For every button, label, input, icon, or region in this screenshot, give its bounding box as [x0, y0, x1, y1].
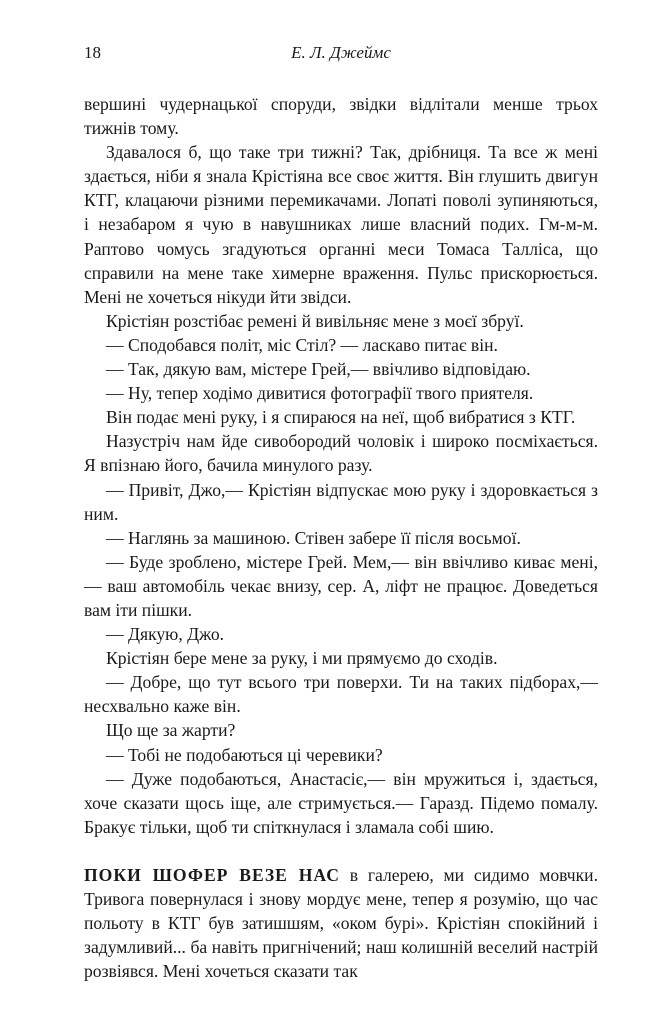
section-opening-paragraph: [84, 863, 598, 983]
paragraph: вершині чудернацької споруди, звідки відлітали менше трьох тижнів тому.: [84, 94, 598, 139]
paragraph: — Добре, що тут всього три поверхи. Ти на таких підборах,— несхвально каже він.: [84, 672, 598, 717]
section-text: в галерею, ми сидимо мовчки. Тривога повернулася і знову мордує мене, тепер я розумію, що час польоту в КТГ був затишшям, «оком бурі». Крістіян спокійний і задумливий... ба навіть пригнічений; наш колишній веселий настрій розвіявся. Мені хочеться сказати так: [84, 864, 598, 982]
paragraph: Він подає мені руку, і я спираюся на неї, щоб вибратися з КТГ.: [106, 407, 576, 428]
paragraph: — Так, дякую вам, містере Грей,— ввічливо відповідаю.: [106, 359, 531, 380]
paragraph: — Привіт, Джо,— Крістіян відпускає мою руку і здоровкається з ним.: [84, 479, 598, 524]
paragraph: — Буде зроблено, містере Грей. Мем,— він ввічливо киває мені,— ваш автомобіль чекає внизу, сер. А, ліфт не працює. Доведеться вам іти пішки.: [84, 551, 598, 620]
paragraph: — Тобі не подобаються ці черевики?: [106, 744, 383, 765]
paragraph: Крістіян розстібає ремені й вивільняє мене з моєї збруї.: [106, 310, 524, 331]
page-number: 18: [84, 43, 101, 62]
section-lead-in: ПОКИ ШОФЕР ВЕЗЕ НАС: [84, 864, 340, 885]
paragraph: — Наглянь за машиною. Стівен забере її після восьмої.: [106, 527, 521, 548]
paragraph: — Дуже подобаються, Анастасіє,— він мружиться і, здається, хоче сказати щось іще, але стримується.— Гаразд. Підемо помалу. Бракує тільки, щоб ти спіткнулася і зламала собі шию.: [84, 768, 598, 837]
running-title: Е. Л. Джеймс: [291, 43, 391, 62]
running-head: [84, 40, 598, 66]
paragraph: Крістіян бере мене за руку, і ми прямуємо до сходів.: [106, 648, 498, 669]
paragraph: — Дякую, Джо.: [106, 624, 225, 645]
paragraph: Здавалося б, що таке три тижні? Так, дрібниця. Та все ж мені здається, ніби я знала Крістіяна все своє життя. Він глушить двигун КТГ, клацаючи різними перемикачами. Лопаті поволі зупиняються, і незабаром я чую в навушниках лише власний подих. Гм-м-м. Раптово чомусь згадуються органні меси Томаса Талліса, що справили на мене таке химерне враження. Пульс прискорюється. Мені не хочеться нікуди йти звідси.: [84, 142, 598, 307]
paragraph: Що ще за жарти?: [106, 720, 236, 741]
section-break: [84, 839, 598, 863]
paragraph: — Сподобався політ, міс Стіл? — ласкаво питає він.: [106, 334, 498, 355]
paragraph: — Ну, тепер ходімо дивитися фотографії твого приятеля.: [106, 383, 534, 404]
body-text: [84, 92, 598, 983]
paragraph: Назустріч нам йде сивобородий чоловік і широко посміхається. Я впізнаю його, бачила минулого разу.: [84, 431, 598, 476]
book-page: [84, 40, 598, 983]
